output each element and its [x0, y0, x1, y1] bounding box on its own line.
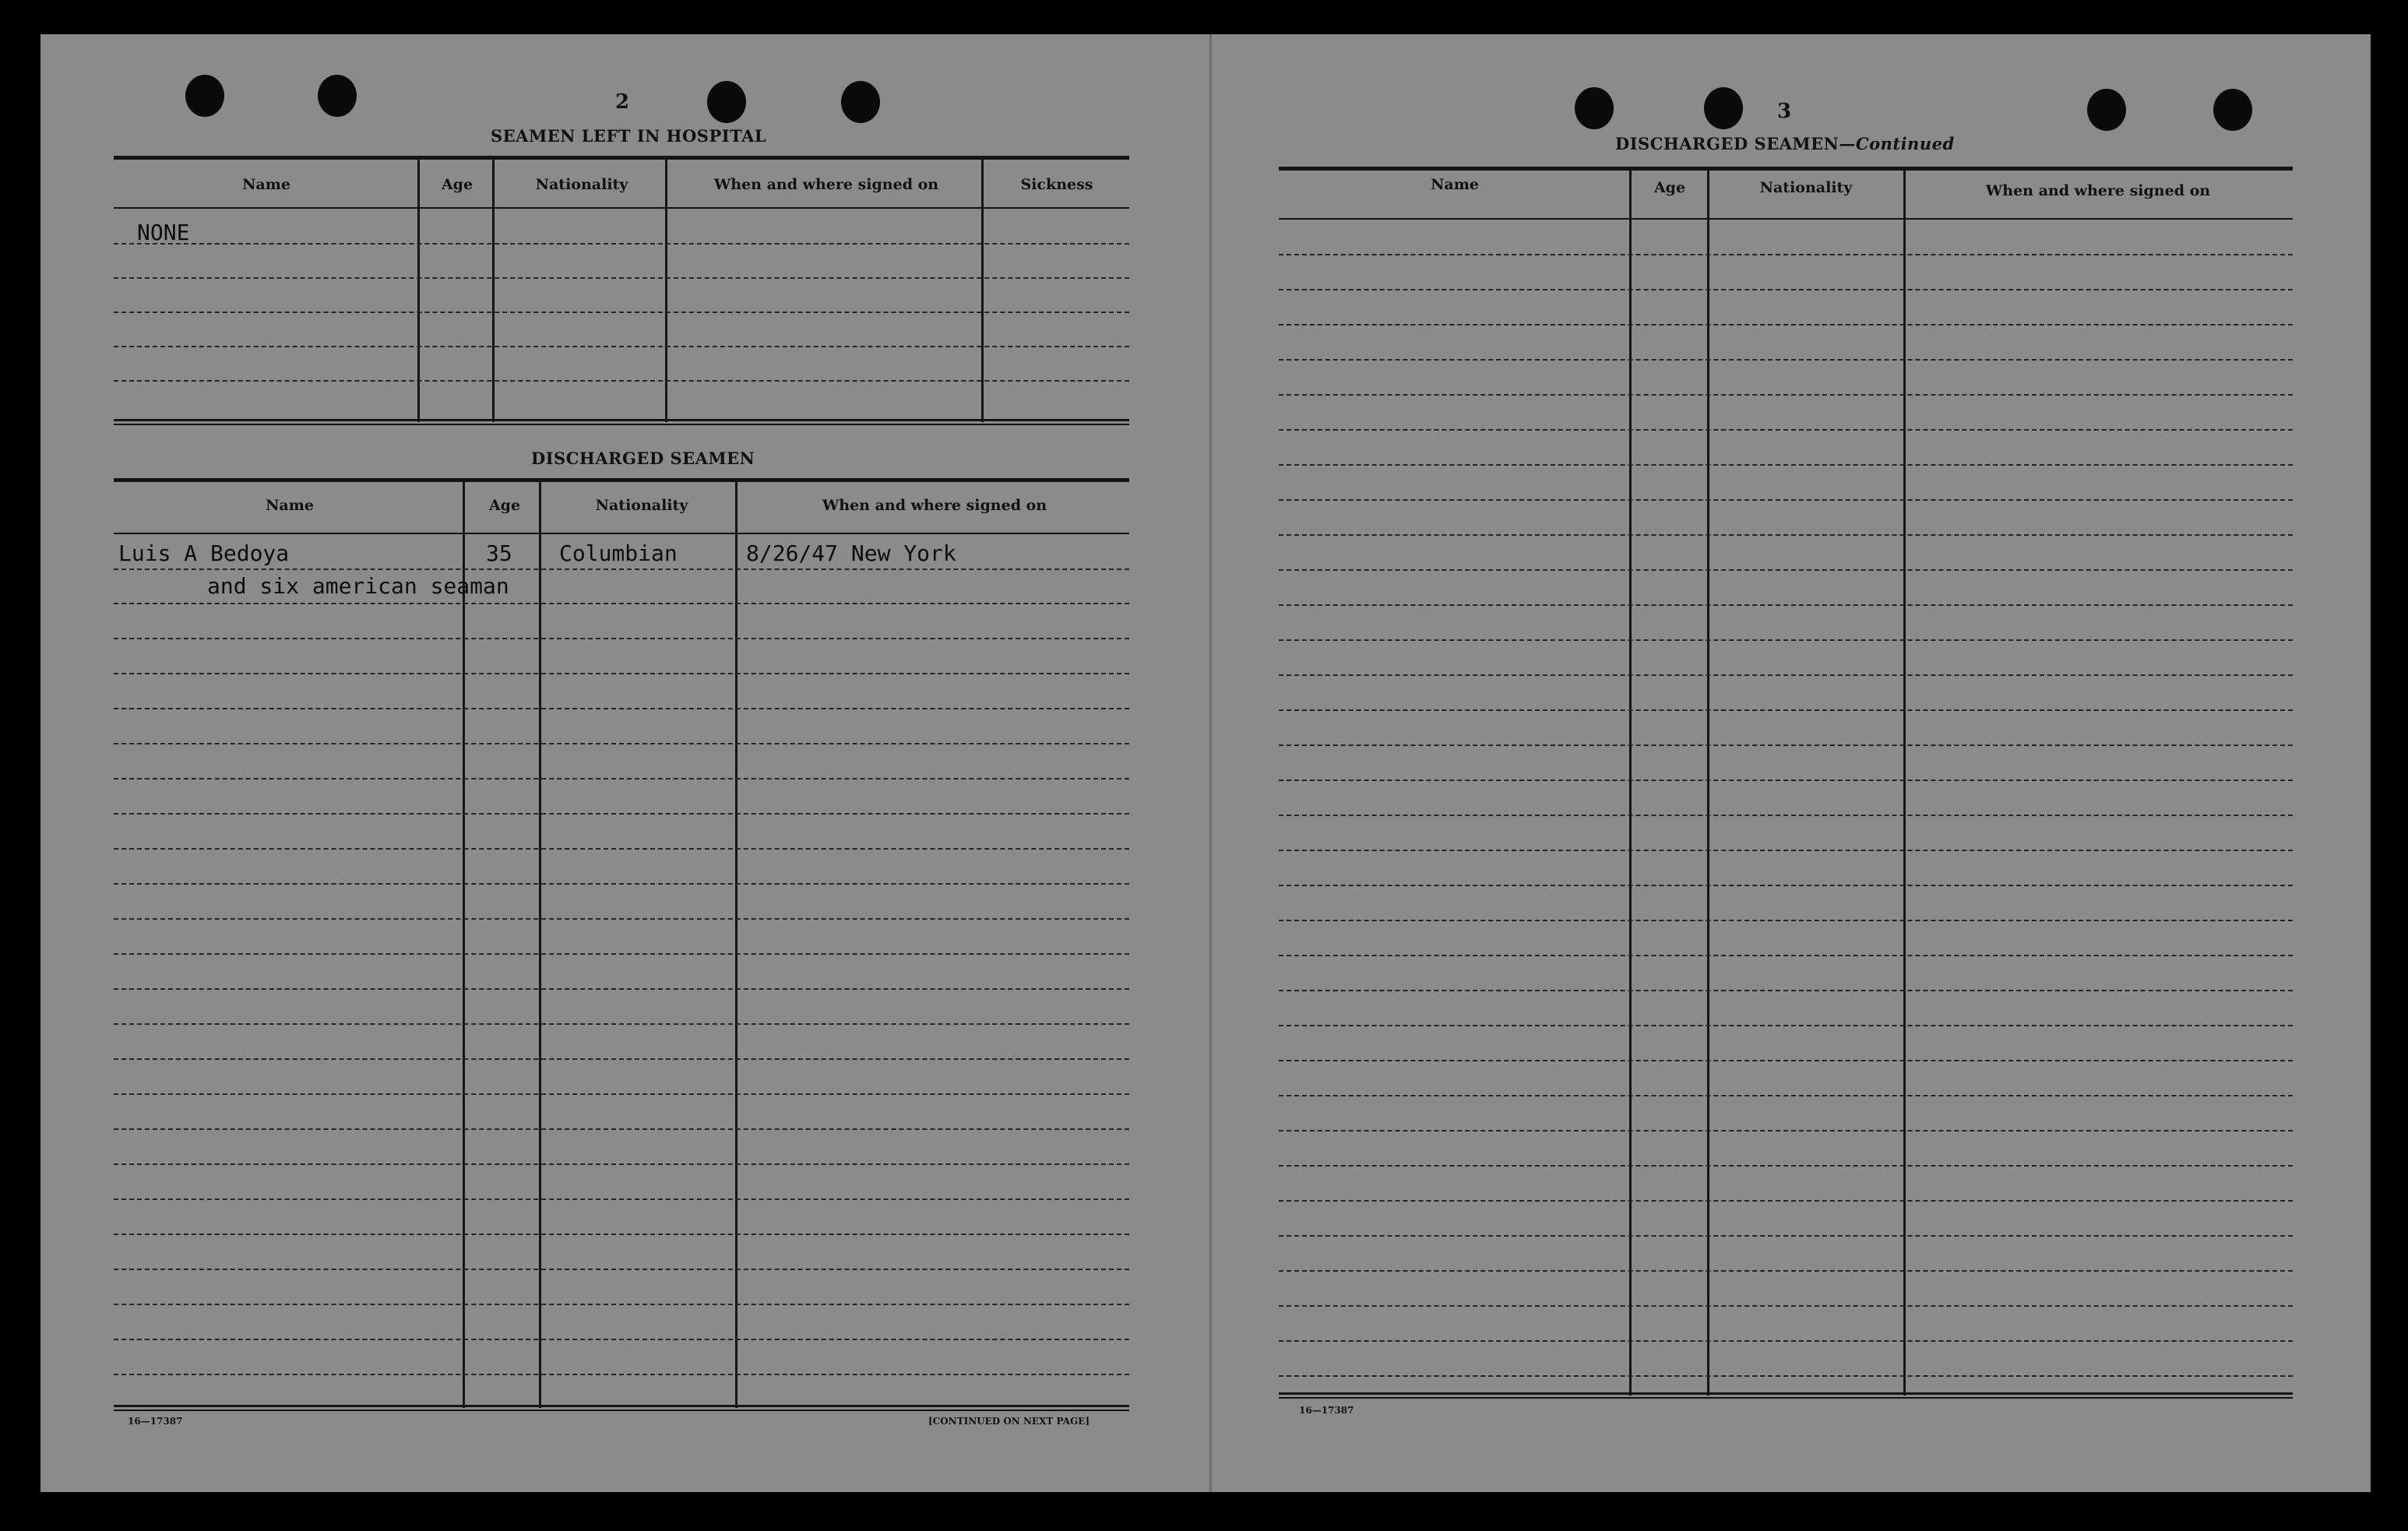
punch-hole: [2213, 89, 2252, 131]
punch-hole: [707, 81, 746, 123]
hospital-section-title: SEAMEN LEFT IN HOSPITAL: [491, 126, 767, 146]
col-age: Age: [1653, 179, 1686, 196]
col-age: Age: [488, 497, 521, 514]
page-number: 2: [615, 90, 630, 114]
col-nationality: Nationality: [535, 176, 628, 193]
col-age: Age: [441, 176, 474, 193]
hospital-table: [114, 156, 1129, 425]
col-name: Name: [266, 497, 314, 514]
punch-hole: [841, 81, 880, 123]
punch-hole: [185, 75, 224, 117]
form-number: 16—17387: [1299, 1405, 1354, 1416]
punch-hole: [1575, 87, 1614, 129]
hospital-entry-name: NONE: [137, 220, 190, 245]
discharged-continued-title: [1615, 134, 1955, 153]
discharged-entry-nationality: Columbian: [559, 540, 678, 566]
section-title-suffix: —Continued: [1839, 134, 1955, 153]
discharged-continued-table: [1279, 167, 2293, 1399]
page-number: 3: [1777, 100, 1792, 123]
discharged-entry-signed-on: 8/26/47 New York: [746, 540, 956, 566]
col-nationality: Nationality: [1759, 179, 1853, 196]
col-signed-on: When and where signed on: [713, 176, 939, 193]
col-signed-on: When and where signed on: [1985, 182, 2211, 199]
discharged-entry-age: 35: [486, 540, 512, 566]
discharged-entry-name: Luis A Bedoya: [118, 540, 290, 566]
col-signed-on: When and where signed on: [822, 497, 1047, 514]
col-name: Name: [1431, 176, 1479, 193]
continued-note: [CONTINUED ON NEXT PAGE]: [928, 1416, 1090, 1427]
discharged-table: [114, 478, 1129, 1410]
col-name: Name: [242, 176, 290, 193]
col-sickness: Sickness: [1020, 176, 1093, 193]
discharged-section-title: DISCHARGED SEAMEN: [531, 449, 755, 468]
col-nationality: Nationality: [595, 497, 688, 514]
punch-hole: [318, 75, 357, 117]
punch-hole: [2087, 89, 2126, 131]
discharged-entry-note: and six american seaman: [207, 573, 509, 599]
punch-hole: [1704, 87, 1743, 129]
section-title: DISCHARGED SEAMEN: [1615, 134, 1839, 153]
form-number: 16—17387: [128, 1416, 183, 1427]
